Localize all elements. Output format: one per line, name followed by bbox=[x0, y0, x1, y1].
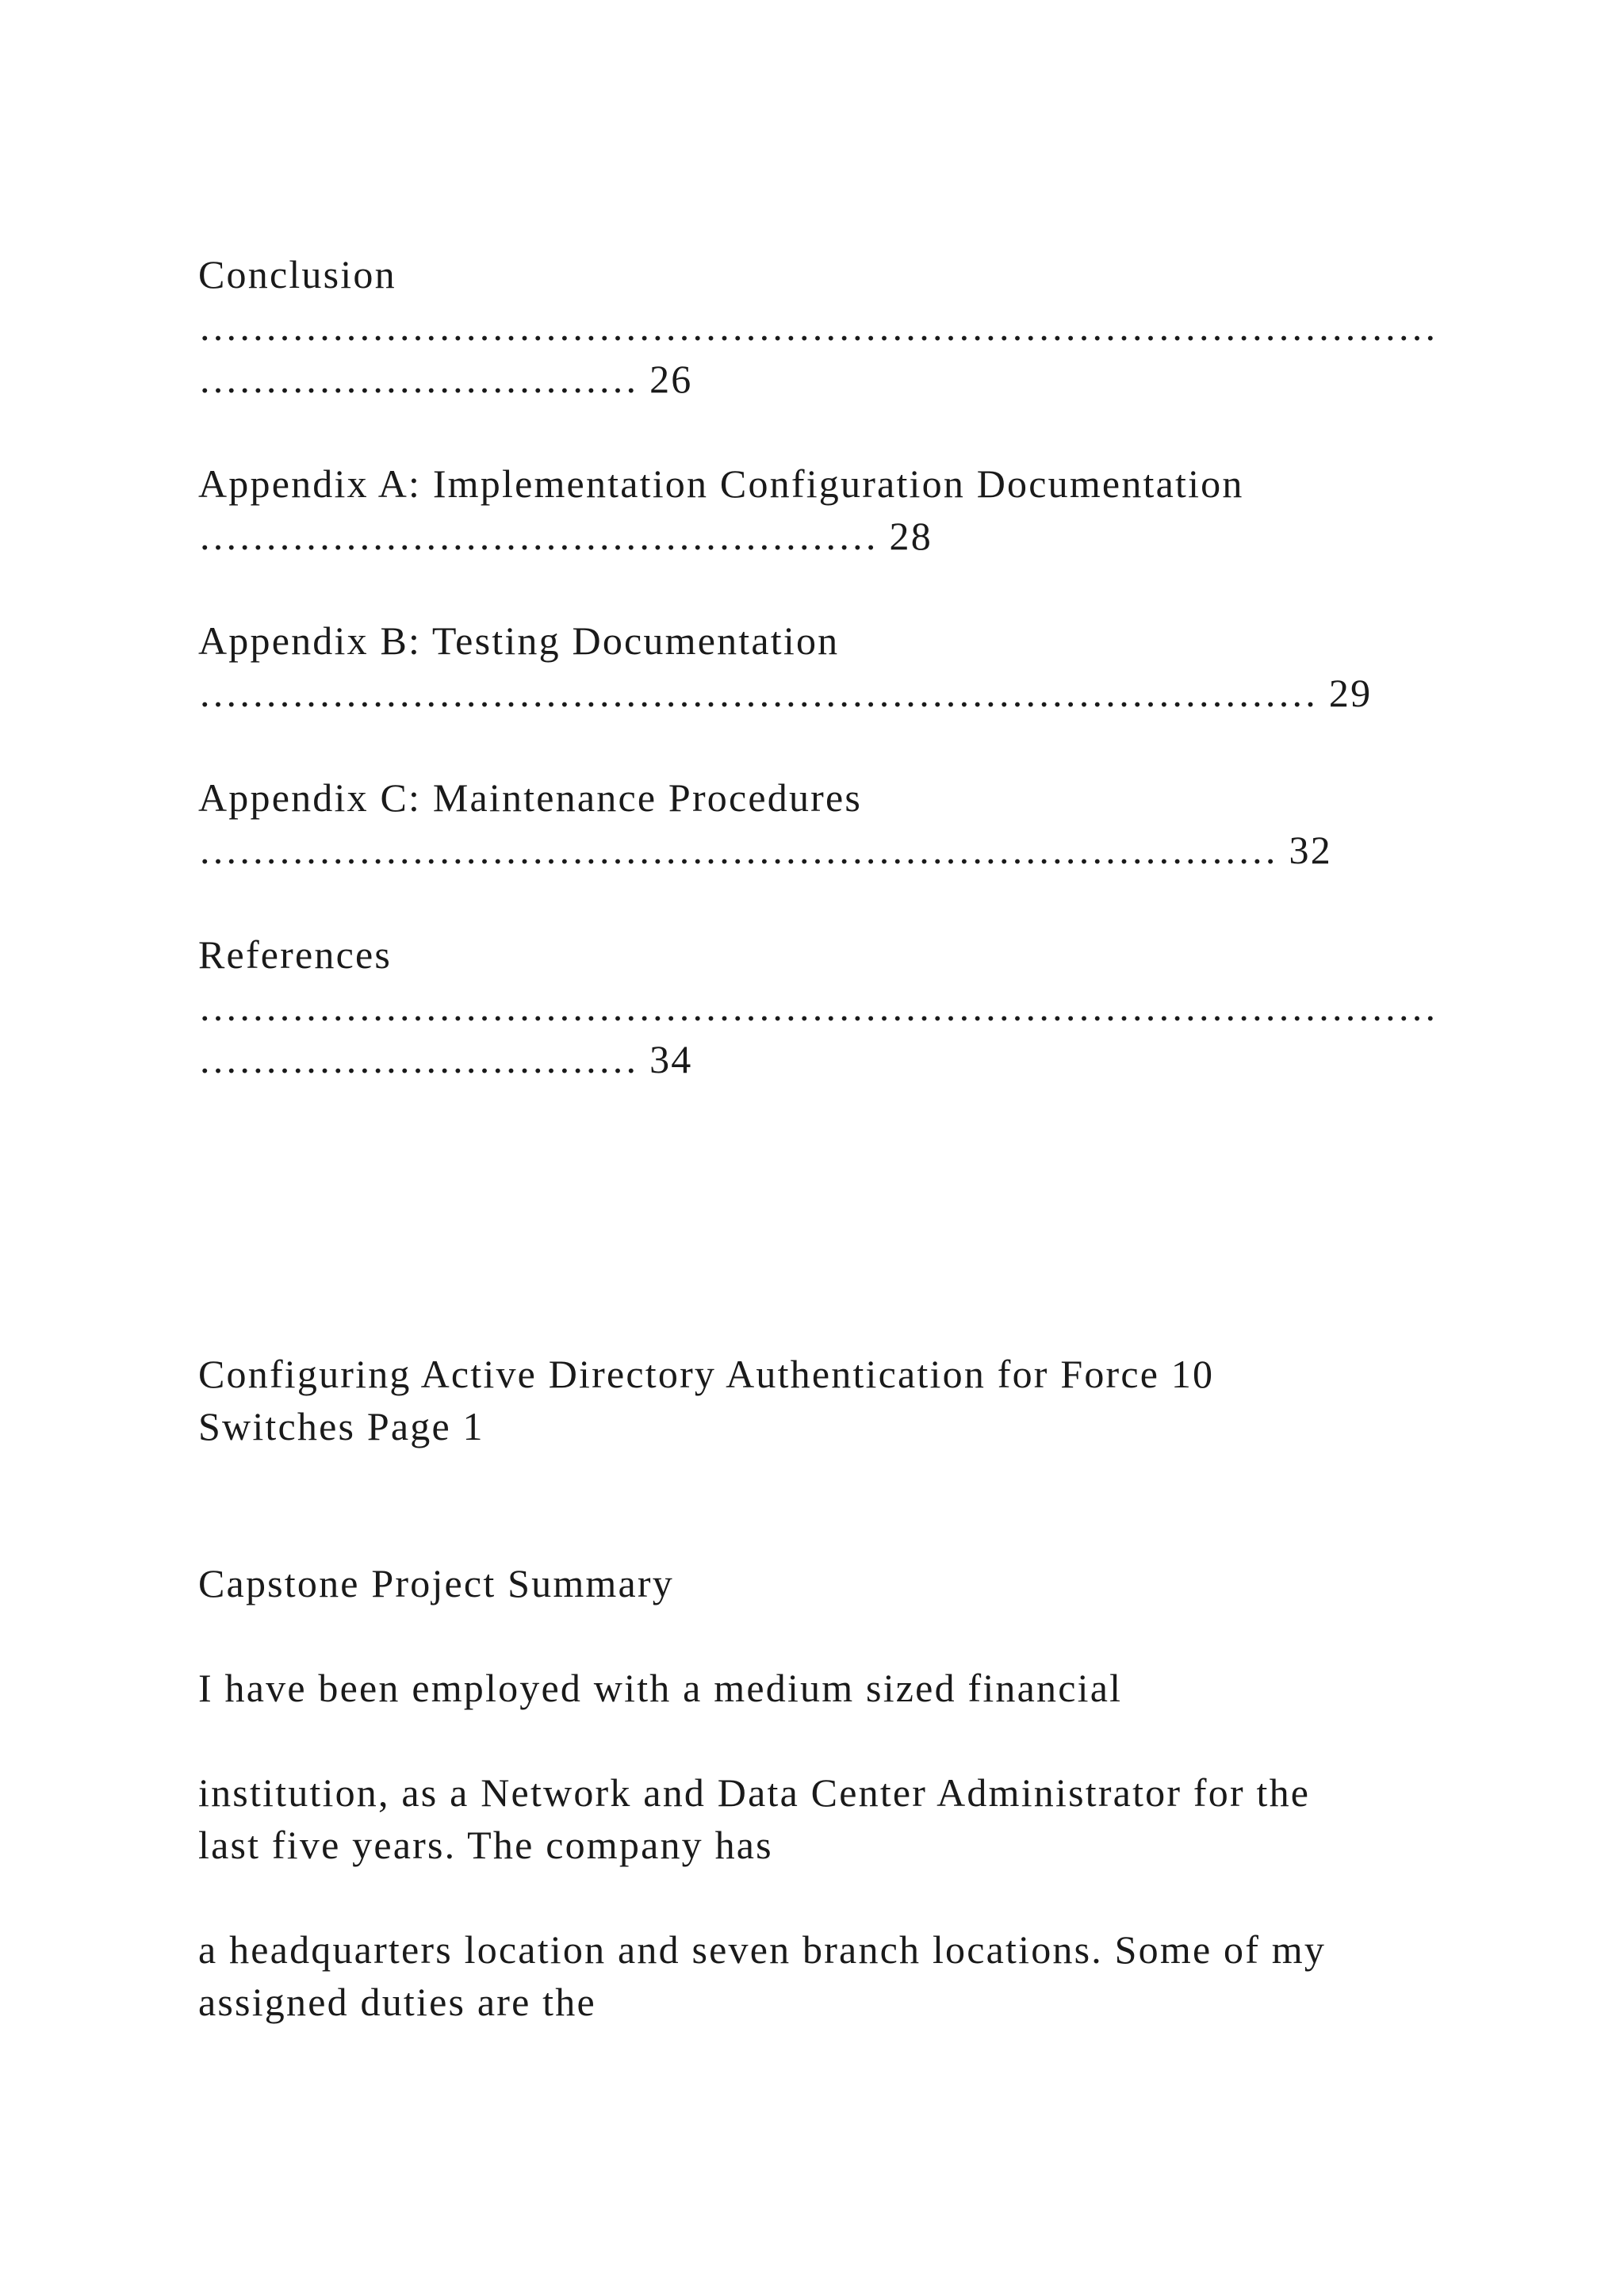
toc-page-number: 32 bbox=[1289, 828, 1332, 872]
toc-leader-dots: …………………………………………… bbox=[198, 514, 878, 558]
toc-page-number: 29 bbox=[1328, 671, 1373, 715]
toc-title-appendix-a: Appendix A: Implementation Configuration Documentation bbox=[198, 461, 1244, 506]
toc-page-number: 28 bbox=[889, 514, 933, 558]
toc-leader-references: ………………………………………………………………………………… bbox=[198, 985, 1438, 1029]
toc-leader-page-appendix-a bbox=[198, 510, 933, 562]
toc-leader-dots: ………………………………………………………………………… bbox=[198, 671, 1318, 715]
section-title: Capstone Project Summary bbox=[198, 1561, 674, 1605]
paragraph-1-line1: I have been employed with a medium sized financial bbox=[198, 1666, 1123, 1710]
toc-leader-page-appendix-c bbox=[198, 824, 1332, 876]
paragraph-2-line2: last five years. The company has bbox=[198, 1823, 773, 1867]
toc-leader-dots: …………………………… bbox=[198, 357, 638, 401]
running-header-line1: Configuring Active Directory Authentication for Force 10 bbox=[198, 1352, 1215, 1396]
toc-title-appendix-c: Appendix C: Maintenance Procedures bbox=[198, 775, 863, 820]
toc-leader-conclusion: ………………………………………………………………………………… bbox=[198, 304, 1438, 349]
toc-leader-page-references bbox=[198, 1033, 693, 1085]
toc-page-number: 26 bbox=[649, 357, 693, 401]
toc-leader-page-conclusion bbox=[198, 353, 693, 405]
toc-title-appendix-b: Appendix B: Testing Documentation bbox=[198, 618, 840, 663]
toc-title-references: References bbox=[198, 932, 393, 977]
toc-leader-dots: …………………………… bbox=[198, 1037, 638, 1081]
toc-leader-dots: ……………………………………………………………………… bbox=[198, 828, 1277, 872]
paragraph-2-line1: institution, as a Network and Data Center Administrator for the bbox=[198, 1770, 1311, 1815]
paragraph-3-line2: assigned duties are the bbox=[198, 1980, 596, 2024]
toc-page-number: 34 bbox=[649, 1037, 693, 1081]
toc-leader-page-appendix-b bbox=[198, 667, 1372, 719]
running-header-line2: Switches Page 1 bbox=[198, 1404, 485, 1448]
toc-title-conclusion: Conclusion bbox=[198, 252, 396, 297]
paragraph-3-line1: a headquarters location and seven branch locations. Some of my bbox=[198, 1927, 1327, 1972]
